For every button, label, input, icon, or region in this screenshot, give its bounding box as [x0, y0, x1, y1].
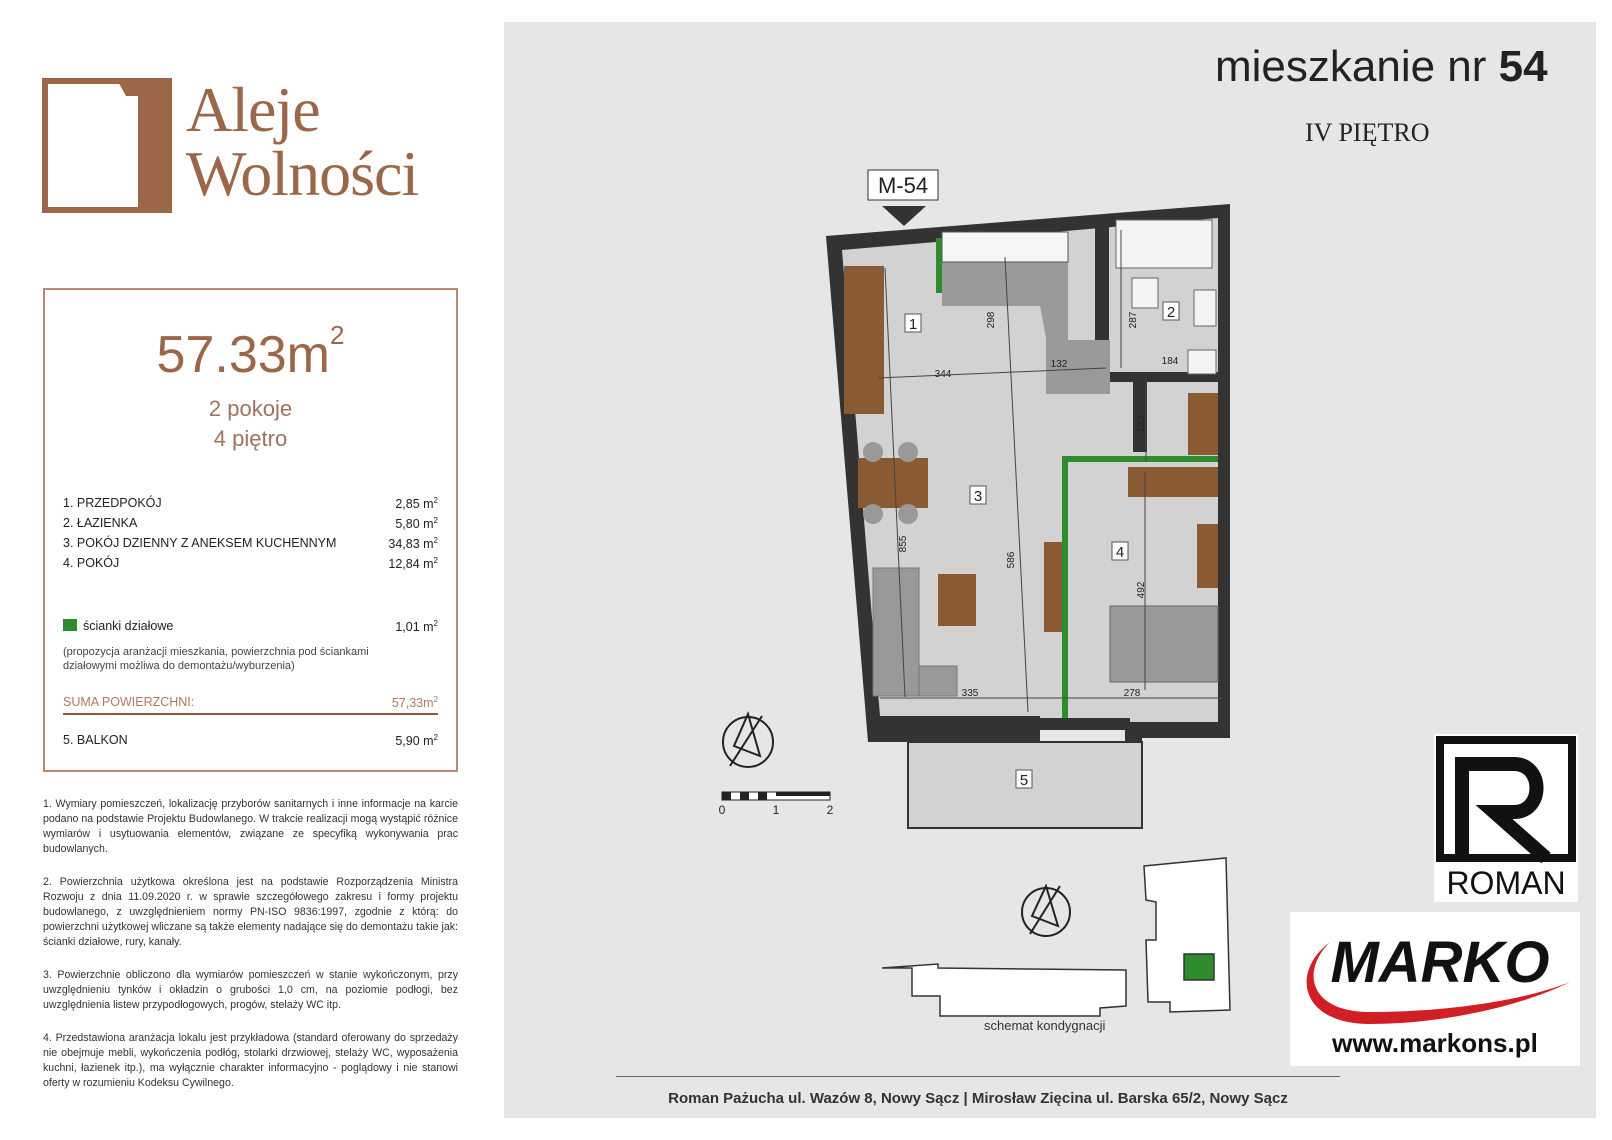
total-area-value: 57.33m	[156, 326, 330, 384]
wardrobe	[1128, 467, 1218, 497]
coffee-table	[938, 574, 976, 626]
dimension-label: 123	[1136, 415, 1147, 433]
roman-logo-text: ROMAN	[1446, 865, 1566, 901]
note-3: 3. Powierzchnie obliczono dla wymiarów pomieszczeń w stanie wykończonym, przy uwzględnieniu tynków i okładzin o grubości 1,0 cm, na poziomie podłogi, bez uwzględnienia listew przypodłogowych, progów, stelaży WC itp.	[43, 969, 458, 1011]
room-number: 1	[908, 316, 918, 333]
dining-table	[858, 458, 928, 508]
room-area: 2,85 m	[395, 497, 434, 512]
room-number: 4	[1115, 544, 1125, 561]
walls-note: (propozycja aranżacji mieszkania, powierzchnia pod ściankami działowymi możliwa do demontażu/wyburzenia)	[63, 646, 369, 672]
rooms-count: 2 pokoje	[208, 396, 293, 421]
sum-label: SUMA POWIERZCHNI:	[63, 695, 195, 709]
wardrobe	[844, 266, 884, 414]
room-area: 34,83 m	[388, 537, 434, 552]
entrance-arrow	[882, 206, 926, 226]
bathtub	[1116, 220, 1212, 268]
partition-wall	[1062, 456, 1068, 718]
chair	[863, 504, 883, 524]
balcony-area-sup: 2	[433, 733, 438, 742]
sofa	[873, 568, 919, 696]
room-area: 5,80 m	[395, 517, 434, 532]
room-number: 2	[1166, 304, 1176, 321]
walls-area: 1,01 m	[395, 620, 434, 635]
compass-icon	[723, 714, 773, 767]
apartment-title-prefix: mieszkanie nr	[1215, 42, 1487, 91]
room-area-sup: 2	[433, 516, 438, 525]
floor-label: IV PIĘTRO	[1305, 118, 1430, 147]
roman-logo-mark	[1434, 734, 1578, 902]
chair	[898, 442, 918, 462]
balcony-area: 5,90 m	[395, 734, 434, 749]
marko-url[interactable]: www.markons.pl	[1332, 1028, 1538, 1058]
footer-contact: Roman Pażucha ul. Wazów 8, Nowy Sącz | Mirosław Zięcina ul. Barska 65/2, Nowy Sącz	[668, 1090, 1288, 1107]
room-label: 4. POKÓJ	[63, 556, 120, 570]
dimension-label: 344	[934, 369, 952, 380]
room-label: 1. PRZEDPOKÓJ	[63, 496, 162, 510]
roman-logo	[1434, 734, 1578, 902]
dimension-label: 184	[1161, 356, 1179, 367]
building-schema	[882, 858, 1230, 1016]
scale-label: 0	[718, 803, 726, 817]
room-number: 3	[973, 488, 983, 505]
compass-icon	[1022, 886, 1070, 936]
sum-area: 57,33m	[391, 696, 434, 711]
dimension-label: 287	[1128, 311, 1139, 329]
brand-name-line2: Wolności	[186, 138, 419, 209]
walls-area-sup: 2	[433, 619, 438, 628]
dimension-label: 492	[1136, 581, 1147, 599]
apartment-number: 54	[1498, 42, 1548, 91]
chair	[898, 504, 918, 524]
walls-label: ścianki działowe	[83, 619, 174, 633]
dimension-label: 298	[986, 311, 997, 329]
room-area-sup: 2	[433, 496, 438, 505]
partition-wall	[1065, 456, 1218, 462]
scale-label: 1	[772, 803, 780, 817]
toilet	[1132, 278, 1158, 308]
chair	[863, 442, 883, 462]
floor-number: 4 piętro	[213, 426, 288, 451]
dimension-label: 586	[1006, 551, 1017, 569]
washing-machine	[1188, 350, 1216, 374]
scale-bar	[722, 792, 830, 800]
partition-wall	[936, 238, 942, 293]
note-4: 4. Przedstawiona aranżacja lokalu jest przykładowa (standard oferowany do sprzedaży nie obejmuje mebli, wykończenia podłóg, stolarki drzwiowej, stelaży WC, wyposażenia kuchni, łazienek itp.), ma wyłącznie charakter informacyjno - poglądowy i nie stanowi oferty w rozumieniu Kodeksu Cywilnego.	[43, 1032, 458, 1089]
room-area-sup: 2	[433, 556, 438, 565]
room-area: 12,84 m	[388, 557, 434, 572]
room-number: 5	[1019, 772, 1029, 789]
footer-divider	[616, 1076, 1340, 1077]
balcony-label: 5. BALKON	[63, 733, 128, 747]
marko-logo	[1290, 912, 1580, 1066]
desk	[1197, 524, 1218, 588]
tv-unit	[1044, 542, 1062, 632]
marko-logo-text: MARKO	[1330, 930, 1550, 995]
schema-caption: schemat kondygnacji	[984, 1018, 1106, 1033]
sofa-end	[919, 666, 957, 696]
bed	[1110, 606, 1218, 682]
dimension-label: 132	[1050, 359, 1068, 370]
dimension-label: 278	[1123, 688, 1141, 699]
total-area-unit-sup: 2	[329, 320, 345, 350]
brand-name-line1: Aleje	[186, 74, 320, 145]
scale-label: 2	[826, 803, 834, 817]
unit-tag: M-54	[877, 173, 929, 198]
note-2: 2. Powierzchnia użytkowa określona jest na podstawie Rozporządzenia Ministra Rozwoju z dnia 11.09.2020 r. w sprawie szczegółowego zakresu i formy projektu budowlanego, z uwzględnieniem normy PN-ISO 9836:1997, zgodnie z którą: do powierzchni użytkowej wliczane są także elementy nadające się do demontażu takie jak: ścianki działowe, rury, kanały.	[43, 876, 458, 948]
dimension-label: 855	[898, 535, 909, 553]
room-label: 3. POKÓJ DZIENNY Z ANEKSEM KUCHENNYM	[63, 536, 337, 550]
room-area-sup: 2	[433, 536, 438, 545]
sink	[1194, 290, 1216, 326]
note-1: 1. Wymiary pomieszczeń, lokalizację przyborów sanitarnych i inne informacje na karcie podano na podstawie Projektu Budowlanego. W trakcie realizacji mogą wystąpić różnice wymiarów i usytuowania elementów, związane ze specyfiką wykonywania prac budowlanych.	[43, 798, 458, 855]
room-label: 2. ŁAZIENKA	[63, 516, 138, 530]
sum-area-sup: 2	[433, 695, 438, 704]
wardrobe	[1188, 393, 1218, 455]
dimension-label: 335	[961, 688, 979, 699]
